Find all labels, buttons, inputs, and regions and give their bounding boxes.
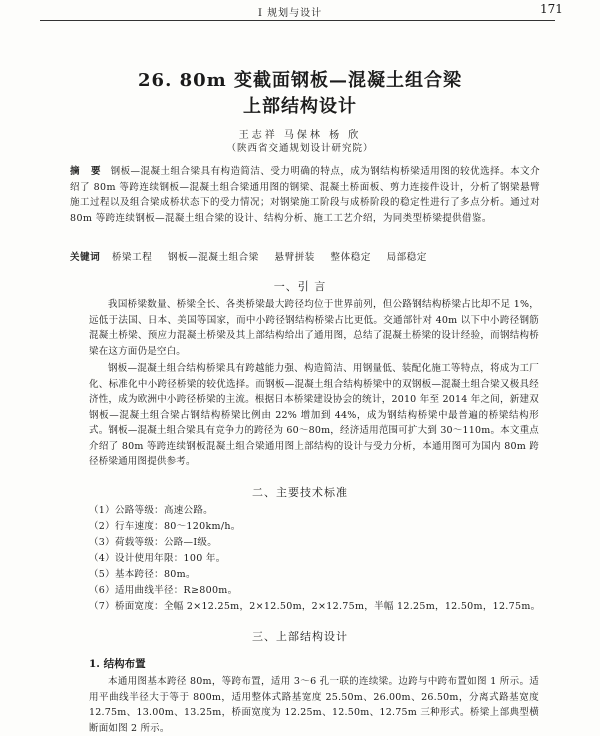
paper-title-line2: 上部结构设计 [243, 96, 357, 117]
abstract-text: 钢板—混凝土组合梁具有构造简洁、受力明确的特点，成为钢结构桥梁适用图的较优选择。本文介绍了 80m 等跨连续钢板—混凝土组合梁通用图的钢梁、混凝土桥面板、剪力连接件设计，分析了钢梁悬臂施工过程以及组合梁成桥状态下的受力情况；对钢梁施工阶段与成桥阶段的稳定性进行了多点分析。通过对 80m 等跨连续钢板—混凝土组合梁的设计、结构分析、施工工艺介绍，为同类型桥梁提供借鉴。 [70, 166, 540, 224]
author-list: 王志祥 马保林 杨 欣 [238, 130, 362, 141]
subsection-heading-layout: 1. 结构布置 [89, 658, 146, 670]
spec-item: （6）适用曲线半径：R≥800m。 [89, 585, 238, 596]
page-number: 171 [540, 2, 563, 16]
abstract [70, 164, 540, 226]
keyword-item: 桥梁工程 [111, 252, 153, 263]
author-affiliation: （陕西省交通规划设计研究院） [226, 143, 374, 154]
spec-item: （5）基本跨径：80m。 [89, 569, 196, 580]
intro-paragraph-1: 我国桥梁数量、桥梁全长、各类桥梁最大跨径均位于世界前列，但公路钢结构桥梁占比却不足 1%，远低于法国、日本、美国等国家，而中小跨径钢结构桥梁占比更低。交通部针对 40m 以下中小跨径钢筋混凝土桥梁、预应力混凝土桥梁及其上部结构给出了通用图，总结了混凝土桥梁的设计经验，而钢结构桥梁在这方面仍是空白。 [89, 299, 539, 357]
spec-item: （2）行车速度：80～120km/h。 [89, 521, 241, 532]
section-heading-superstructure: 三、上部结构设计 [252, 630, 348, 643]
layout-paragraph-1: 本通用图基本跨径 80m，等跨布置，适用 3～6 孔一联的连续梁。边跨与中跨布置如图 1 所示。适用平曲线半径大于等于 800m，适用整体式路基宽度 25.50m、26.00m、26.50m，分离式路基宽度 12.75m、13.00m、13.25m，桥面宽度为 12.25m、12.50m、12.75m 三种形式。桥梁上部典型横断面如图 2 所示。 [89, 676, 539, 734]
spec-item: （1）公路等级：高速公路。 [89, 505, 213, 516]
section-heading-technical-standards: 二、主要技术标准 [252, 486, 348, 499]
keyword-item: 整体稳定 [330, 252, 371, 263]
keywords [70, 249, 540, 263]
keyword-item: 局部稳定 [386, 252, 427, 263]
running-header-section: Ⅰ 规划与设计 [258, 8, 323, 19]
spec-item: （3）荷载等级：公路—Ⅰ级。 [89, 537, 217, 548]
keyword-item: 钢板—混凝土组合梁 [167, 252, 259, 263]
keyword-item: 悬臂拼装 [274, 252, 315, 263]
header-divider [40, 20, 555, 21]
paper-title-line1: 26. 80m 变截面钢板—混凝土组合梁 [138, 70, 462, 91]
spec-item: （7）桥面宽度：全幅 2×12.25m，2×12.50m，2×12.75m，半幅 12.25m，12.50m，12.75m。 [89, 601, 541, 612]
abstract-label: 摘 要 [70, 166, 105, 177]
intro-paragraph-2: 钢板—混凝土组合结构桥梁具有跨越能力强、构造简洁、用钢量低、装配化施工等特点，将成为工厂化、标准化中小跨径桥梁的较优选择。而钢板—混凝土组合结构桥梁中的双钢板—混凝土组合梁又极具经济性，成为欧洲中小跨径桥梁的主流。根据日本桥梁建设协会的统计，2010 年至 2014 年之间，新建双钢板—混凝土组合梁占钢结构桥梁比例由 22% 增加到 44%，成为钢结构桥梁中最普遍的桥梁结构形式。钢板—混凝土组合梁具有竞争力的跨径为 60～80m，经济适用范围可扩大到 30～110m。本文重点介绍了 80m 等跨连续钢板混凝土组合梁通用图上部结构的设计与受力分析，本通用图可为国内 80m 跨径桥梁通用图提供参考。 [89, 363, 539, 467]
spec-item: （4）设计使用年限：100 年。 [89, 553, 226, 564]
section-heading-introduction: 一、引 言 [273, 280, 327, 293]
keywords-label: 关键词 [70, 252, 101, 263]
